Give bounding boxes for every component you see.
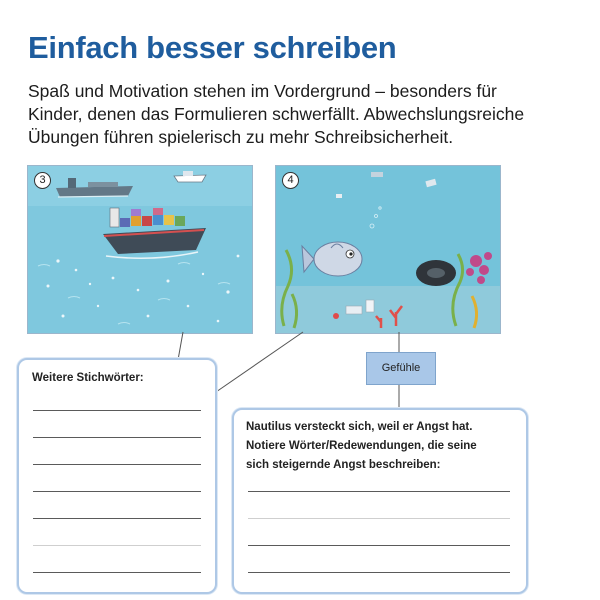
- writing-line: [33, 464, 201, 465]
- writing-line: [33, 572, 201, 573]
- writing-line: [248, 572, 510, 573]
- keywords-label: Weitere Stichwörter:: [32, 372, 144, 384]
- panel-number-3: 3: [34, 172, 51, 189]
- task-card: [232, 408, 528, 594]
- task-line: Nautilus versteckt sich, weil er Angst hat.: [246, 421, 473, 433]
- writing-line: [33, 491, 201, 492]
- task-line: sich steigernde Angst beschreiben:: [246, 459, 441, 471]
- connector-panel3-to-left-card: [178, 332, 183, 360]
- keywords-card: [17, 358, 217, 594]
- feelings-tag: Gefühle: [366, 352, 436, 385]
- panel-number-4: 4: [282, 172, 299, 189]
- intro-line: Spaß und Motivation stehen im Vordergrund – besonders für: [28, 81, 497, 101]
- writing-line: [248, 518, 510, 519]
- page-title: Einfach besser schreiben: [28, 30, 397, 65]
- writing-line: [248, 491, 510, 492]
- task-line: Notiere Wörter/Redewendungen, die seine: [246, 440, 477, 452]
- intro-line: Übungen führen spielerisch zu mehr Schreibsicherheit.: [28, 127, 454, 147]
- task-text: [246, 418, 477, 475]
- connector-panel4-to-left-card: [216, 332, 303, 392]
- writing-line: [33, 410, 201, 411]
- intro-line: Kinder, denen das Formulieren schwerfällt. Abwechslungsreiche: [28, 104, 525, 124]
- writing-line: [248, 545, 510, 546]
- writing-line: [33, 545, 201, 546]
- writing-line: [33, 437, 201, 438]
- writing-line: [33, 518, 201, 519]
